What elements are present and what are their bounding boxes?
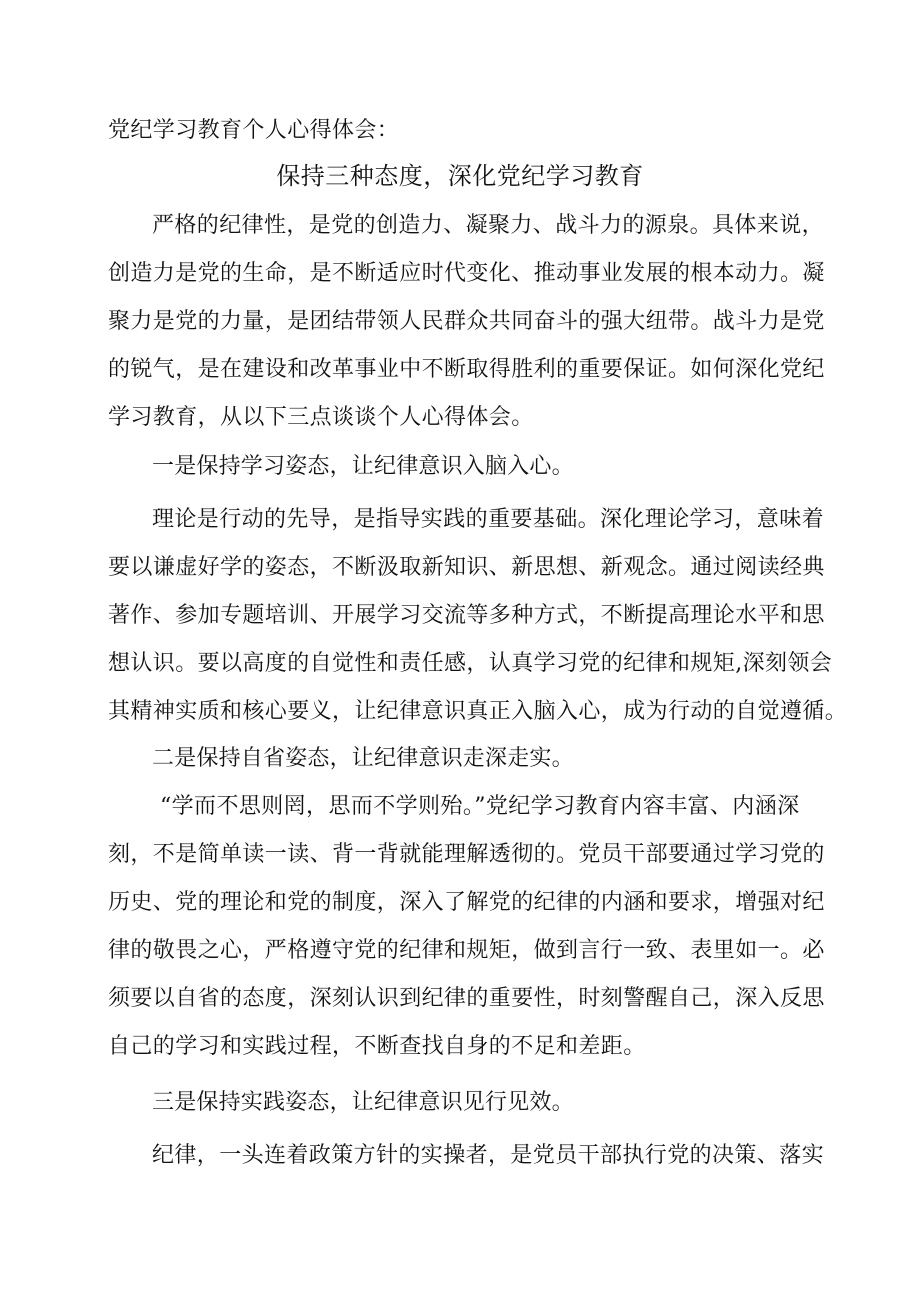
paragraph-line: 纪律，一头连着政策方针的实操者，是党员干部执行党的决策、落实 bbox=[152, 1143, 825, 1168]
paragraph-line: “学而不思则罔，思而不学则殆。”党纪学习教育内容丰富、内涵深 bbox=[160, 794, 800, 819]
paragraph-line: 想认识。要以高度的自觉性和责任感，认真学习党的纪律和规矩,深刻领会 bbox=[108, 651, 833, 676]
paragraph-line: 聚力是党的力量，是团结带领人民群众共同奋斗的强大纽带。战斗力是党 bbox=[108, 309, 825, 334]
section-heading-3: 三是保持实践姿态，让纪律意识见行见效。 bbox=[152, 1090, 574, 1115]
paragraph-line: 的锐气，是在建设和改革事业中不断取得胜利的重要保证。如何深化党纪 bbox=[108, 357, 825, 382]
paragraph-line: 须要以自省的态度，深刻认识到纪律的重要性，时刻警醒自己，深入反思 bbox=[108, 986, 825, 1011]
paragraph-line: 理论是行动的先导，是指导实践的重要基础。深化理论学习，意味着 bbox=[152, 507, 825, 532]
paragraph-line: 创造力是党的生命，是不断适应时代变化、推动事业发展的根本动力。凝 bbox=[108, 261, 825, 286]
paragraph-line: 律的敬畏之心，严格遵守党的纪律和规矩，做到言行一致、表里如一。必 bbox=[108, 938, 825, 963]
paragraph-line: 历史、党的理论和党的制度，深入了解党的纪律的内涵和要求，增强对纪 bbox=[108, 890, 825, 915]
paragraph-line: 其精神实质和核心要义，让纪律意识真正入脑入心，成为行动的自觉遵循。 bbox=[108, 699, 848, 724]
paragraph-line: 要以谦虚好学的姿态，不断汲取新知识、新思想、新观念。通过阅读经典 bbox=[108, 555, 825, 580]
paragraph-line: 著作、参加专题培训、开展学习交流等多种方式，不断提高理论水平和思 bbox=[108, 603, 825, 628]
section-heading-1: 一是保持学习姿态，让纪律意识入脑入心。 bbox=[152, 454, 574, 479]
paragraph-line: 严格的纪律性，是党的创造力、凝聚力、战斗力的源泉。具体来说， bbox=[152, 213, 825, 238]
section-heading-2: 二是保持自省姿态，让纪律意识走深走实。 bbox=[152, 746, 574, 771]
paragraph-line: 自己的学习和实践过程，不断查找自身的不足和差距。 bbox=[108, 1034, 646, 1059]
paragraph-line: 刻，不是简单读一读、背一背就能理解透彻的。党员干部要通过学习党的 bbox=[108, 842, 825, 867]
document-title: 保持三种态度，深化党纪学习教育 bbox=[276, 162, 644, 190]
document-label: 党纪学习教育个人心得体会： bbox=[108, 118, 400, 143]
paragraph-line: 学习教育，从以下三点谈谈个人心得体会。 bbox=[108, 405, 534, 430]
